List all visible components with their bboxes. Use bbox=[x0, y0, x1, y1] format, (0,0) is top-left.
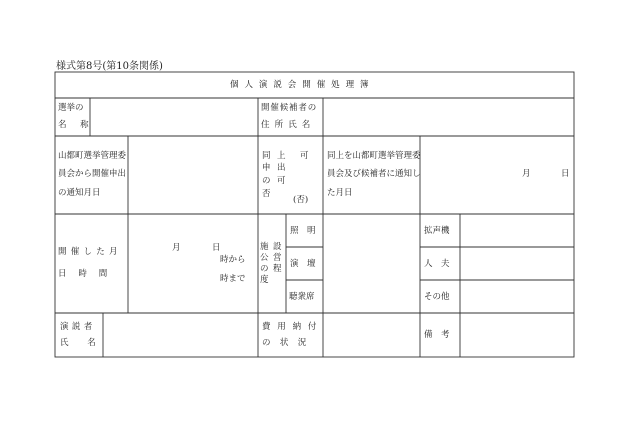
report-day-unit: 日 bbox=[561, 169, 570, 179]
notice-date-label-line2: 員会から開催申出 bbox=[58, 169, 127, 179]
others-label: その他 bbox=[424, 292, 450, 302]
loudspeaker-label: 拡声機 bbox=[424, 226, 450, 236]
approval-yes-text: 可 bbox=[300, 151, 309, 161]
report-date-label-line3: た月日 bbox=[327, 188, 353, 198]
notice-date-label-line3: の通知月日 bbox=[58, 188, 101, 198]
cost-status-label-line2: の状況 bbox=[262, 338, 316, 348]
form-caption: 様式第8号(第10条関係) bbox=[56, 61, 163, 72]
candidate-address-label-line2: 住所氏名 bbox=[261, 120, 316, 130]
approval-label-char: 出 bbox=[277, 163, 286, 173]
held-month-unit: 月 bbox=[172, 243, 181, 253]
cost-status-label-line1: 費用納付 bbox=[262, 322, 324, 332]
speaker-name-label-line1: 演説者 bbox=[60, 322, 96, 332]
facility-label-char: 設 bbox=[273, 242, 282, 252]
form-title: 個人演説会開催処理簿 bbox=[230, 80, 375, 90]
facility-label-char: の bbox=[260, 264, 269, 274]
held-datetime-label-line2: 日 時 間 bbox=[58, 269, 110, 279]
speaker-name-label-line2: 氏 名 bbox=[60, 338, 101, 348]
facility-label-char: 施 bbox=[260, 242, 269, 252]
report-date-label-line1: 同上を山都町選挙管理委 bbox=[327, 151, 421, 161]
report-date-label-line2: 員会及び候補者に通知し bbox=[327, 169, 421, 179]
lighting-label: 照 明 bbox=[290, 226, 316, 236]
held-day-unit: 日 bbox=[212, 243, 221, 253]
approval-label-char: 同 bbox=[262, 151, 271, 161]
notice-date-label-line1: 山都町選挙管理委 bbox=[58, 151, 127, 161]
audience-seats-label: 聴衆席 bbox=[289, 292, 315, 302]
approval-label-char: 申 bbox=[262, 163, 271, 173]
approval-label-char: の bbox=[262, 176, 271, 186]
facility-label-char: 公 bbox=[260, 253, 269, 263]
report-month-unit: 月 bbox=[522, 169, 531, 179]
stage-label: 演 壇 bbox=[290, 259, 316, 269]
election-name-label-line2: 名 称 bbox=[58, 120, 92, 130]
approval-no-text: (否) bbox=[293, 195, 309, 205]
facility-label-char: 程 bbox=[273, 264, 282, 274]
approval-label-char: 可 bbox=[277, 176, 286, 186]
facility-label-char: 度 bbox=[260, 275, 269, 285]
approval-label-char: 上 bbox=[277, 151, 286, 161]
held-datetime-label-line1: 開催した月 bbox=[58, 247, 122, 257]
workers-label: 人 夫 bbox=[424, 259, 450, 269]
approval-label-char: 否 bbox=[262, 189, 271, 199]
candidate-address-label-line1: 開催候補者の bbox=[261, 103, 318, 113]
election-name-label-line1: 選挙の bbox=[58, 103, 84, 113]
held-to-time: 時まで bbox=[220, 274, 246, 284]
remarks-label: 備 考 bbox=[424, 330, 450, 340]
facility-label-char: 営 bbox=[273, 253, 282, 263]
held-from-time: 時から bbox=[220, 255, 246, 265]
